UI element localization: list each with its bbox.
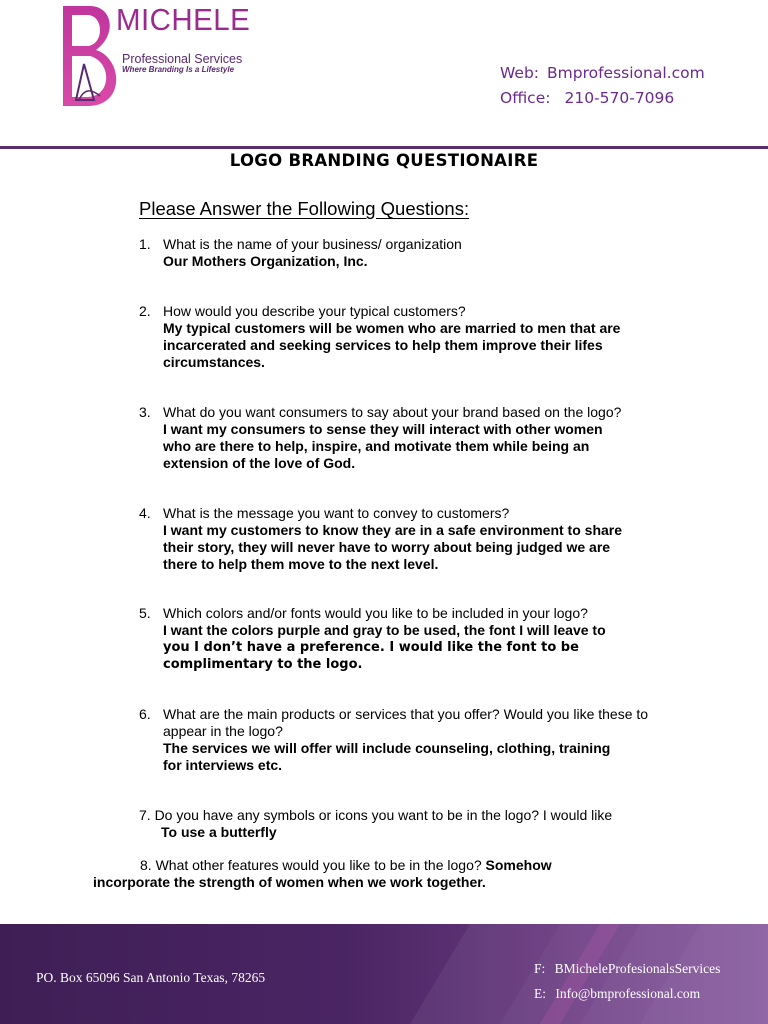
web-label: Web: <box>500 64 540 82</box>
answer-line: incarcerated and seeking services to help them improve their lifes <box>163 337 603 353</box>
question-3 <box>139 404 621 472</box>
question-6 <box>139 706 659 774</box>
question-text: What do you want consumers to say about your brand based on the logo? <box>163 404 622 420</box>
document-title: LOGO BRANDING QUESTIONAIRE <box>229 151 539 170</box>
answer <box>139 622 606 673</box>
question-number: 5. <box>139 605 151 621</box>
question-number: 6. <box>139 706 151 722</box>
answer-line: who are there to help, inspire, and motivate them while being an <box>163 438 590 454</box>
answer-rest: incorporate the strength of women when we work together. <box>93 874 486 890</box>
footer-address: PO. Box 65096 San Antonio Texas, 78265 <box>36 970 266 985</box>
question-text: What is the message you want to convey to customers? <box>163 505 510 521</box>
office-label: Office: <box>500 89 551 107</box>
answer-line: their story, they will never have to worry about being judged we are <box>163 539 611 555</box>
answer-line: I want the colors purple and gray to be used, the font I will leave to <box>163 622 606 638</box>
question-8 <box>93 857 653 891</box>
answer-line: The services we will offer will include counseling, clothing, training <box>163 740 611 756</box>
question-2 <box>139 303 620 371</box>
question-text: What is the name of your business/ organization <box>163 236 462 252</box>
web-value[interactable]: Bmprofessional.com <box>547 64 705 82</box>
footer-facebook <box>534 961 720 977</box>
answer <box>139 421 621 472</box>
question-5 <box>139 605 606 673</box>
document-subtitle: Please Answer the Following Questions: <box>139 198 470 219</box>
answer-start: Somehow <box>485 857 552 873</box>
question-text: 7. Do you have any symbols or icons you want to be in the logo? I would like <box>139 807 613 823</box>
question-text: What are the main products or services that you offer? Would you like these to appear in the logo? <box>163 706 649 739</box>
answer-line: circumstances. <box>163 354 265 370</box>
answer-line: My typical customers will be women who are married to men that are <box>163 320 621 336</box>
question-text: Which colors and/or fonts would you like to be included in your logo? <box>163 605 588 621</box>
footer-email <box>534 986 700 1002</box>
question-4 <box>139 505 622 573</box>
answer-line: complimentary to the logo. <box>163 657 363 672</box>
email-label: E: <box>534 986 546 1001</box>
question-7 <box>139 807 612 841</box>
question-text: How would you describe your typical customers? <box>163 303 466 319</box>
answer-line: there to help them move to the next level. <box>163 556 439 572</box>
answer <box>139 253 462 270</box>
question-1 <box>139 236 462 270</box>
office-contact <box>500 91 674 107</box>
answer-line: extension of the love of God. <box>163 455 356 471</box>
logo-subtitle: Professional Services <box>122 52 243 66</box>
answer-line: I want my consumers to sense they will interact with other women <box>163 421 603 437</box>
facebook-value[interactable]: BMicheleProfesionalsServices <box>554 961 721 976</box>
answer-line: you I don’t have a preference. I would like the font to be <box>163 640 579 655</box>
office-value[interactable]: 210-570-7096 <box>564 89 675 107</box>
answer-line: I want my customers to know they are in a safe environment to share <box>163 522 623 538</box>
question-text: 8. What other features would you like to be in the logo? <box>140 857 482 873</box>
web-contact <box>500 66 705 82</box>
footer-band <box>0 924 768 1024</box>
logo-tagline: Where Branding Is a Lifestyle <box>122 65 235 74</box>
question-number: 4. <box>139 505 151 521</box>
question-number: 3. <box>139 404 151 420</box>
question-number: 2. <box>139 303 151 319</box>
logo-name: MICHELE <box>116 2 251 37</box>
answer <box>139 320 620 371</box>
question-number: 1. <box>139 236 151 252</box>
header-divider <box>0 146 768 149</box>
answer <box>139 740 659 774</box>
facebook-label: F: <box>534 961 546 976</box>
answer-line: for interviews etc. <box>163 757 283 773</box>
answer-line: Our Mothers Organization, Inc. <box>163 253 368 269</box>
answer: To use a butterfly <box>161 824 277 840</box>
answer <box>139 522 622 573</box>
email-value[interactable]: Info@bmprofessional.com <box>555 986 701 1001</box>
